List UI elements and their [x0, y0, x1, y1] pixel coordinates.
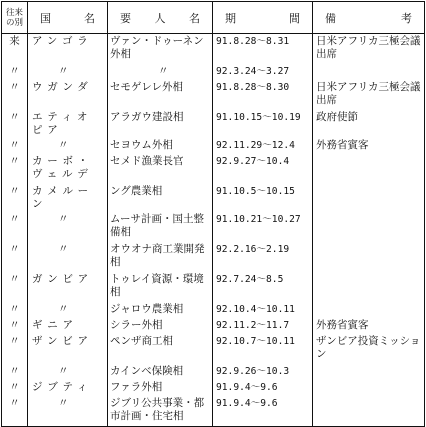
table-row: [2, 138, 425, 154]
country-cell: [28, 110, 108, 138]
person-text: シラー外相: [110, 319, 163, 331]
ditto-mark: 〃: [9, 185, 20, 197]
person-text: アラガウ建設相: [110, 111, 184, 123]
header-country: [28, 2, 108, 34]
person-text: ムーサ計画・国土整備相: [110, 213, 204, 238]
period-text: 92.10.7～10.11: [216, 336, 295, 347]
table-row: [2, 110, 425, 138]
person-text: セモゲレレ外相: [110, 81, 184, 93]
note-text: 政府使節: [316, 111, 358, 123]
period-cell: [213, 242, 313, 272]
note-text: 外務省賓客: [316, 139, 369, 151]
period-cell: [213, 212, 313, 242]
person-cell: [108, 272, 213, 302]
header-person-char: 名: [189, 11, 200, 25]
period-cell: [213, 364, 313, 380]
ditto-mark: 〃: [9, 111, 20, 123]
person-text: オウオナ商工業開発相: [110, 243, 205, 268]
header-kind: 往来の別: [2, 2, 28, 34]
ditto-mark: 〃: [9, 155, 20, 167]
person-cell: [108, 380, 213, 396]
header-person-char: 人: [154, 11, 166, 25]
period-text: 92.2.16～2.19: [216, 244, 290, 255]
header-note: [313, 2, 425, 34]
person-text: トゥレイ資源・環境相: [110, 273, 204, 298]
visit-kind-cell: [2, 334, 28, 364]
period-text: 92.3.24～3.27: [216, 66, 290, 77]
person-text: ジャロウ農業相: [110, 303, 184, 315]
person-text: ファラ外相: [110, 381, 163, 393]
table-row: [2, 272, 425, 302]
note-cell: [313, 212, 425, 242]
country-cell: [28, 64, 108, 80]
person-text: ジブリ公共事業・都市計画・住宅相: [110, 397, 205, 422]
visit-kind-cell: [2, 138, 28, 154]
ditto-mark: 〃: [9, 243, 20, 255]
visit-kind-cell: [2, 380, 28, 396]
visit-kind-cell: [2, 64, 28, 80]
period-text: 91.8.28～8.31: [216, 36, 290, 47]
note-text: 外務省賓客: [316, 319, 369, 331]
period-cell: [213, 138, 313, 154]
person-text: セヨウム外相: [110, 139, 173, 151]
visit-kind-cell: [2, 242, 28, 272]
country-text: ジブティ: [32, 381, 93, 393]
note-cell: [313, 396, 425, 427]
country-cell: [28, 364, 108, 380]
person-cell: [108, 302, 213, 318]
ditto-mark: 〃: [9, 213, 20, 225]
country-cell: [28, 302, 108, 318]
person-cell: [108, 184, 213, 212]
visit-kind-cell: [2, 212, 28, 242]
header-note-char: 考: [401, 11, 412, 25]
country-text: エティオピア: [32, 111, 93, 136]
period-text: 92.11.29～12.4: [216, 140, 295, 151]
country-text: アンゴラ: [32, 35, 93, 47]
period-cell: [213, 110, 313, 138]
header-period: [213, 2, 313, 34]
ditto-mark: 〃: [9, 365, 20, 377]
person-cell: [108, 242, 213, 272]
header-person-char: 要: [120, 11, 131, 25]
table-row: [2, 212, 425, 242]
table-row: [2, 34, 425, 65]
header-period-char: 間: [289, 11, 300, 25]
note-text: ザンビア投資ミッション: [316, 335, 421, 360]
period-cell: [213, 64, 313, 80]
country-cell: [28, 34, 108, 65]
ditto-mark: 〃: [9, 139, 20, 151]
person-cell: [108, 396, 213, 427]
period-cell: [213, 318, 313, 334]
header-note-char: 備: [325, 11, 336, 25]
person-cell: [108, 154, 213, 184]
period-text: 91.9.4～9.6: [216, 382, 278, 393]
country-cell: [28, 396, 108, 427]
period-text: 91.9.4～9.6: [216, 398, 278, 409]
visit-kind-cell: [2, 154, 28, 184]
note-text: 日米アフリカ三極会議出席: [316, 35, 421, 60]
header-person: [108, 2, 213, 34]
header-country-char: 名: [84, 11, 95, 25]
ditto-mark: 〃: [9, 381, 20, 393]
visits-table: [1, 1, 425, 427]
visit-kind-cell: [2, 272, 28, 302]
note-cell: [313, 364, 425, 380]
person-cell: [108, 110, 213, 138]
note-cell: [313, 318, 425, 334]
person-cell: [108, 80, 213, 110]
ditto-mark: 〃: [58, 65, 69, 77]
country-cell: [28, 212, 108, 242]
visit-kind-cell: [2, 184, 28, 212]
header-row: [2, 2, 425, 34]
country-text: カメルーン: [32, 185, 93, 210]
period-cell: [213, 302, 313, 318]
period-text: 91.8.28～8.30: [216, 82, 290, 93]
person-cell: [108, 138, 213, 154]
period-cell: [213, 272, 313, 302]
country-text: ザンビア: [32, 335, 93, 347]
country-cell: [28, 318, 108, 334]
person-text: セメド漁業長官: [110, 155, 184, 167]
country-text: ギニア: [32, 319, 78, 331]
ditto-mark: 〃: [58, 365, 69, 377]
table-row: [2, 334, 425, 364]
ditto-mark: 〃: [9, 397, 20, 409]
person-text: ヴァン・ドゥーネン外相: [110, 35, 204, 60]
note-cell: [313, 242, 425, 272]
table-row: [2, 318, 425, 334]
table-row: [2, 154, 425, 184]
period-cell: [213, 396, 313, 427]
period-cell: [213, 34, 313, 65]
header-country-char: 国: [40, 11, 51, 25]
note-cell: [313, 334, 425, 364]
table-row: [2, 396, 425, 427]
ditto-mark: 〃: [58, 139, 69, 151]
country-text: ガンビア: [32, 273, 93, 285]
country-cell: [28, 154, 108, 184]
country-cell: [28, 272, 108, 302]
ditto-mark: 〃: [58, 243, 69, 255]
period-cell: [213, 154, 313, 184]
ditto-mark: 〃: [158, 65, 169, 77]
period-cell: [213, 80, 313, 110]
person-cell: [108, 318, 213, 334]
table-row: [2, 364, 425, 380]
period-cell: [213, 184, 313, 212]
period-cell: [213, 334, 313, 364]
person-text: カインベ保険相: [110, 365, 184, 377]
ditto-mark: 〃: [9, 303, 20, 315]
country-text: カーボ・ヴェルデ: [32, 155, 93, 180]
period-text: 92.7.24～8.5: [216, 274, 284, 285]
note-cell: [313, 272, 425, 302]
note-cell: [313, 138, 425, 154]
period-text: 92.9.27～10.4: [216, 156, 290, 167]
period-text: 91.10.5～10.15: [216, 186, 295, 197]
note-cell: [313, 184, 425, 212]
person-cell: [108, 34, 213, 65]
country-text: ウガンダ: [32, 81, 93, 93]
visit-kind-cell: [2, 364, 28, 380]
ditto-mark: 〃: [9, 81, 20, 93]
period-text: 92.10.4～10.11: [216, 304, 295, 315]
period-text: 91.10.15～10.19: [216, 112, 301, 123]
country-cell: [28, 242, 108, 272]
note-cell: [313, 302, 425, 318]
person-cell: [108, 212, 213, 242]
table-row: [2, 64, 425, 80]
table-row: [2, 242, 425, 272]
country-cell: [28, 80, 108, 110]
note-cell: [313, 110, 425, 138]
visit-kind-cell: [2, 80, 28, 110]
ditto-mark: 〃: [9, 335, 20, 347]
header-period-char: 期: [225, 11, 236, 25]
person-cell: [108, 64, 213, 80]
visit-kind-text: 来: [9, 35, 20, 47]
visit-kind-cell: [2, 110, 28, 138]
country-cell: [28, 334, 108, 364]
document-page: [1, 1, 425, 427]
ditto-mark: 〃: [9, 319, 20, 331]
period-text: 92.11.2～11.7: [216, 320, 290, 331]
table-body: [2, 34, 425, 427]
ditto-mark: 〃: [9, 65, 20, 77]
period-text: 91.10.21～10.27: [216, 214, 301, 225]
note-cell: [313, 34, 425, 65]
ditto-mark: 〃: [9, 273, 20, 285]
person-text: ング農業相: [110, 185, 163, 197]
note-text: 日米アフリカ三極会議出席: [316, 81, 421, 106]
note-cell: [313, 154, 425, 184]
table-row: [2, 302, 425, 318]
person-text: ペンザ商工相: [110, 335, 173, 347]
period-cell: [213, 380, 313, 396]
visit-kind-cell: [2, 302, 28, 318]
visit-kind-cell: [2, 34, 28, 65]
person-cell: [108, 364, 213, 380]
country-cell: [28, 138, 108, 154]
table-row: [2, 184, 425, 212]
visit-kind-cell: [2, 396, 28, 427]
country-cell: [28, 184, 108, 212]
country-cell: [28, 380, 108, 396]
note-cell: [313, 380, 425, 396]
table-row: [2, 380, 425, 396]
ditto-mark: 〃: [58, 213, 69, 225]
ditto-mark: 〃: [58, 303, 69, 315]
person-cell: [108, 334, 213, 364]
table-row: [2, 80, 425, 110]
visit-kind-cell: [2, 318, 28, 334]
ditto-mark: 〃: [58, 397, 69, 409]
period-text: 92.9.26～10.3: [216, 366, 290, 377]
note-cell: [313, 80, 425, 110]
note-cell: [313, 64, 425, 80]
